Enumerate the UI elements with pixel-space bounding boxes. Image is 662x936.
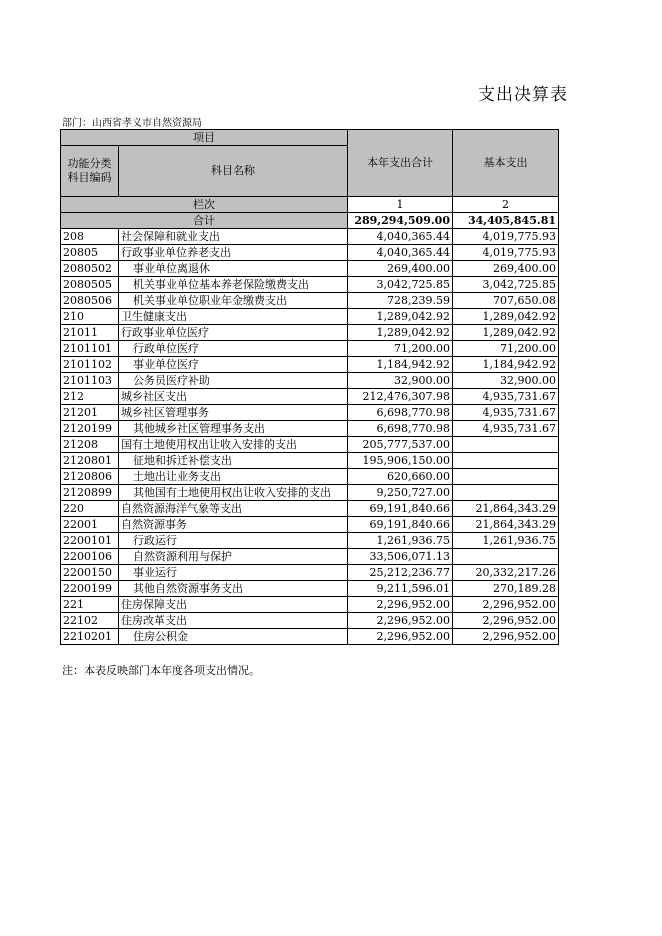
row-basic: 4,019,775.93 [453, 229, 559, 245]
table-row [61, 517, 559, 533]
table-row [61, 565, 559, 581]
row-code: 2080506 [61, 293, 119, 309]
row-basic: 3,042,725.85 [453, 277, 559, 293]
basic-column-header: 基本支出 [453, 130, 559, 197]
row-basic: 71,200.00 [453, 341, 559, 357]
row-name: 机关事业单位职业年金缴费支出 [119, 293, 348, 309]
row-basic: 4,935,731.67 [453, 405, 559, 421]
row-total: 269,400.00 [348, 261, 453, 277]
table-row [61, 485, 559, 501]
row-basic: 1,289,042.92 [453, 325, 559, 341]
table-row [61, 613, 559, 629]
table-row [61, 261, 559, 277]
table-row [61, 453, 559, 469]
row-total: 4,040,365.44 [348, 229, 453, 245]
row-name: 公务员医疗补助 [119, 373, 348, 389]
code-column-header [61, 146, 119, 197]
row-code: 220 [61, 501, 119, 517]
row-name: 行政事业单位医疗 [119, 325, 348, 341]
row-total: 9,250,727.00 [348, 485, 453, 501]
row-code: 2080505 [61, 277, 119, 293]
row-code: 2080502 [61, 261, 119, 277]
row-total: 2,296,952.00 [348, 613, 453, 629]
table-row [61, 501, 559, 517]
row-basic [453, 549, 559, 565]
row-name: 机关事业单位基本养老保险缴费支出 [119, 277, 348, 293]
index-row-label: 栏次 [61, 197, 348, 213]
row-name: 其他城乡社区管理事务支出 [119, 421, 348, 437]
row-code: 2120806 [61, 469, 119, 485]
row-total: 69,191,840.66 [348, 501, 453, 517]
row-name: 其他自然资源事务支出 [119, 581, 348, 597]
row-total: 1,289,042.92 [348, 309, 453, 325]
row-code: 20805 [61, 245, 119, 261]
row-total: 620,660.00 [348, 469, 453, 485]
summary-label: 合计 [61, 213, 348, 229]
table-row [61, 405, 559, 421]
row-total: 195,906,150.00 [348, 453, 453, 469]
row-name: 国有土地使用权出让收入安排的支出 [119, 437, 348, 453]
row-code: 210 [61, 309, 119, 325]
row-basic [453, 469, 559, 485]
row-code: 2120199 [61, 421, 119, 437]
row-name: 自然资源利用与保护 [119, 549, 348, 565]
row-basic: 707,650.08 [453, 293, 559, 309]
table-row [61, 469, 559, 485]
table-row [61, 389, 559, 405]
row-basic: 1,261,936.75 [453, 533, 559, 549]
row-name: 事业单位离退休 [119, 261, 348, 277]
row-code: 2210201 [61, 629, 119, 645]
code-header-line1: 功能分类 [67, 157, 112, 170]
row-code: 21208 [61, 437, 119, 453]
expenditure-table [60, 129, 559, 645]
row-name: 其他国有土地使用权出让收入安排的支出 [119, 485, 348, 501]
row-basic: 4,019,775.93 [453, 245, 559, 261]
row-total: 1,261,936.75 [348, 533, 453, 549]
row-code: 2200106 [61, 549, 119, 565]
row-code: 2120899 [61, 485, 119, 501]
table-row [61, 341, 559, 357]
project-header: 项目 [61, 130, 348, 146]
row-basic: 32,900.00 [453, 373, 559, 389]
row-basic: 20,332,217.26 [453, 565, 559, 581]
summary-row [61, 213, 559, 229]
row-name: 住房公积金 [119, 629, 348, 645]
row-code: 21201 [61, 405, 119, 421]
table-row [61, 373, 559, 389]
row-name: 住房改革支出 [119, 613, 348, 629]
table-row [61, 437, 559, 453]
code-header-line2: 科目编码 [67, 171, 112, 184]
row-total: 4,040,365.44 [348, 245, 453, 261]
row-code: 22102 [61, 613, 119, 629]
row-basic: 269,400.00 [453, 261, 559, 277]
row-basic: 4,935,731.67 [453, 421, 559, 437]
row-total: 1,289,042.92 [348, 325, 453, 341]
row-total: 6,698,770.98 [348, 421, 453, 437]
row-name: 行政运行 [119, 533, 348, 549]
row-name: 行政事业单位养老支出 [119, 245, 348, 261]
row-basic: 2,296,952.00 [453, 597, 559, 613]
row-basic: 2,296,952.00 [453, 629, 559, 645]
row-total: 69,191,840.66 [348, 517, 453, 533]
row-total: 212,476,307.98 [348, 389, 453, 405]
row-name: 自然资源海洋气象等支出 [119, 501, 348, 517]
table-row [61, 325, 559, 341]
row-total: 2,296,952.00 [348, 597, 453, 613]
row-code: 2120801 [61, 453, 119, 469]
row-basic: 1,289,042.92 [453, 309, 559, 325]
row-name: 城乡社区管理事务 [119, 405, 348, 421]
row-code: 2200150 [61, 565, 119, 581]
index-row [61, 197, 559, 213]
row-code: 212 [61, 389, 119, 405]
table-row [61, 309, 559, 325]
row-name: 事业单位医疗 [119, 357, 348, 373]
table-row [61, 597, 559, 613]
table-row [61, 629, 559, 645]
footnote: 注：本表反映部门本年度各项支出情况。 [62, 664, 260, 677]
department-label: 部门：山西省孝义市自然资源局 [62, 118, 202, 129]
row-total: 33,506,071.13 [348, 549, 453, 565]
row-code: 2101103 [61, 373, 119, 389]
row-basic [453, 453, 559, 469]
row-total: 3,042,725.85 [348, 277, 453, 293]
column-index-1: 1 [348, 197, 453, 213]
row-total: 728,239.59 [348, 293, 453, 309]
row-code: 2101102 [61, 357, 119, 373]
row-total: 9,211,596.01 [348, 581, 453, 597]
row-name: 社会保障和就业支出 [119, 229, 348, 245]
row-total: 25,212,236.77 [348, 565, 453, 581]
name-column-header: 科目名称 [119, 146, 348, 197]
row-name: 卫生健康支出 [119, 309, 348, 325]
row-basic: 1,184,942.92 [453, 357, 559, 373]
row-name: 住房保障支出 [119, 597, 348, 613]
row-basic [453, 485, 559, 501]
row-total: 205,777,537.00 [348, 437, 453, 453]
row-basic: 21,864,343.29 [453, 501, 559, 517]
table-row [61, 245, 559, 261]
page-title: 支出决算表 [478, 85, 568, 105]
row-code: 208 [61, 229, 119, 245]
summary-total: 289,294,509.00 [348, 213, 453, 229]
table-row [61, 357, 559, 373]
table-row [61, 421, 559, 437]
column-index-2: 2 [453, 197, 559, 213]
row-basic: 270,189.28 [453, 581, 559, 597]
row-code: 2101101 [61, 341, 119, 357]
table-row [61, 581, 559, 597]
row-basic: 21,864,343.29 [453, 517, 559, 533]
row-name: 行政单位医疗 [119, 341, 348, 357]
table-row [61, 277, 559, 293]
row-total: 2,296,952.00 [348, 629, 453, 645]
row-code: 2200199 [61, 581, 119, 597]
row-name: 事业运行 [119, 565, 348, 581]
row-basic: 2,296,952.00 [453, 613, 559, 629]
row-total: 71,200.00 [348, 341, 453, 357]
table-row [61, 293, 559, 309]
row-code: 2200101 [61, 533, 119, 549]
row-code: 21011 [61, 325, 119, 341]
total-column-header: 本年支出合计 [348, 130, 453, 197]
row-total: 6,698,770.98 [348, 405, 453, 421]
row-total: 1,184,942.92 [348, 357, 453, 373]
row-code: 221 [61, 597, 119, 613]
summary-basic: 34,405,845.81 [453, 213, 559, 229]
row-total: 32,900.00 [348, 373, 453, 389]
row-name: 土地出让业务支出 [119, 469, 348, 485]
table-row [61, 549, 559, 565]
row-code: 22001 [61, 517, 119, 533]
table-row [61, 229, 559, 245]
row-basic: 4,935,731.67 [453, 389, 559, 405]
header-row-project [61, 130, 559, 146]
table-row [61, 533, 559, 549]
row-name: 自然资源事务 [119, 517, 348, 533]
row-basic [453, 437, 559, 453]
row-name: 城乡社区支出 [119, 389, 348, 405]
row-name: 征地和拆迁补偿支出 [119, 453, 348, 469]
